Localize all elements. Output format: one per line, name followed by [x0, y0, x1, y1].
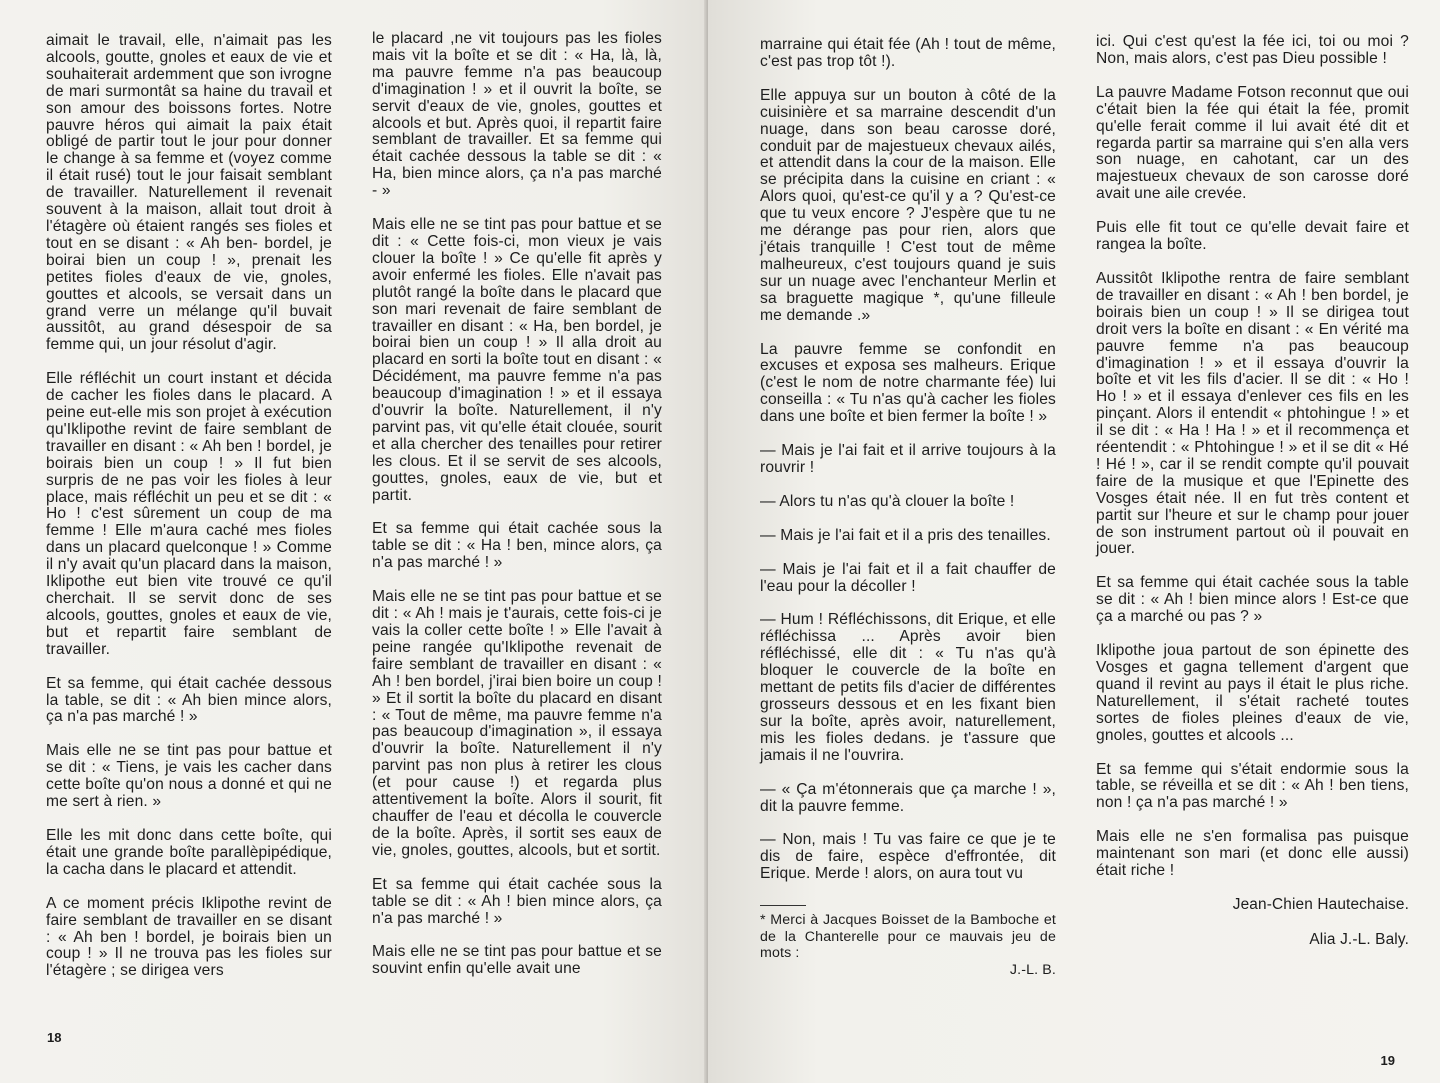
paragraph: Et sa femme qui était cachée sous la table se dit : « Ha ! ben, mince alors, ça n'a pas marché ! » — [372, 520, 662, 572]
footnote-rule — [760, 905, 806, 906]
paragraph: le placard ,ne vit toujours pas les fioles mais vit la boîte et se dit : « Ha, là, là, ma pauvre femme n'a pas beaucoup d'imagination ! » et il ouvrit la boîte, se servit d'eaux de vie, gnoles, gouttes et alcools et but. Après quoi, il repartit faire semblant de travailler. Et sa femme qui était cachée dessous la table se dit : « Ha, bien mince alors, ça n'a pas marché - » — [372, 30, 662, 200]
paragraph: A ce moment précis Iklipothe revint de faire semblant de travailler en se disant : « Ah ben ! bordel, je boirais bien un coup ! » Il ne trouva pas les fioles sur l'étagère ; se dirigea vers — [46, 894, 332, 980]
paragraph: ici. Qui c'est qu'est la fée ici, toi ou moi ? Non, mais alors, c'est pas Dieu possible ! — [1096, 33, 1409, 67]
left-page — [0, 0, 708, 1083]
paragraph: Et sa femme qui était cachée sous la table se dit : « Ah ! bien mince alors, ça n'a pas marché ! » — [372, 875, 662, 927]
paragraph: Mais elle ne se tint pas pour battue et se dit : « Ah ! mais je t'aurais, cette fois-ci je vais la coller cette boîte ! » Elle l'avait à peine rangée qu'Iklipothe revenait de faire semblant de travailler en disant : « Ah ! ben bordel, j'irai bien boire un coup ! » Et il sortit la boîte du placard en disant : « Tout de même, ma pauvre femme n'a pas beaucoup d'imagination », il essaya d'ouvrir la boîte. Naturellement il n'y parvint pas non plus à retirer les clous (et pour cause !) et regarda plus attentivement la boîte. Alors il sourit, fit chauffer de l'eau et décolla le couvercle de la boîte. Après, il sortit ses eaux de vie, gnoles, gouttes, alcools, but et sortit. — [372, 588, 662, 859]
paragraph: Mais elle ne s'en formalisa pas puisque maintenant son mari (et donc elle aussi) était riche ! — [1096, 828, 1409, 880]
paragraph: Iklipothe joua partout de son épinette des Vosges et gagna tellement d'argent que quand il revint au pays il était le plus riche. Naturellement, il s'était racheté toutes sortes de fioles pleines d'eaux de vie, gnoles, gouttes et alcools ... — [1096, 642, 1409, 744]
footnote-text — [760, 912, 1056, 978]
column-3 — [760, 37, 1056, 978]
paragraph: La pauvre Madame Fotson reconnut que oui c'était bien la fée qui était la fée, promit qu'elle ferait comme il lui avait été dit et regarda partir sa marraine qui s'en alla vers son nuage, en cahotant, car un des majestueux chevaux de son carosse doré avait une aile crevée. — [1096, 83, 1409, 203]
footnote — [760, 905, 1056, 978]
paragraph: Puis elle fit tout ce qu'elle devait faire et rangea la boîte. — [1096, 219, 1409, 254]
paragraph: Elle réfléchit un court instant et décida de cacher les fioles dans le placard. A peine eut-elle mis son projet à exécution qu'Iklipothe revint de faire semblant de travailler en disant : « Ah ben ! bordel, je boirais bien un coup ! » Il fut bien surpris de ne pas voir les fioles à leur place, mais réfléchit un peu et se dit : « Ho ! c'est sûrement un coup de ma femme ! Elle m'aura caché mes fioles dans un placard quelconque ! » Comme il n'y avait qu'un placard dans la maison, Iklipothe eut bien vite trouvé ce qu'il cherchait. Il se servit donc de ses alcools, gouttes, gnoles et eaux de vie, but et repartit faire semblant de travailler. — [46, 370, 332, 658]
paragraph: — Hum ! Réfléchissons, dit Erique, et elle réfléchissa ... Après avoir bien réfléchissé, elle dit : « Tu n'as qu'à bloquer le couvercle de la boîte en mettant de petits fils d'acier de différentes grosseurs dessous et en les fixant bien sur la boîte, après avoir, naturellement, mis les fioles dedans. je t'assure que jamais il ne l'ouvrira. — [760, 611, 1056, 764]
paragraph: — « Ça m'étonnerais que ça marche ! », dit la pauvre femme. — [760, 780, 1056, 815]
author-alias: Alia J.-L. Baly. — [1309, 930, 1409, 948]
paragraph: Aussitôt Iklipothe rentra de faire semblant de travailler en disant : « Ah ! ben bordel, je boirais bien un coup ! » Il se dirigea tout droit vers la boîte en disant : « En vérité ma pauvre femme n'a pas beaucoup d'imagination ! » et il essaya d'ouvrir la boîte et vit les fils d'acier. Il se dit : « Ho ! Ho ! » et il essaya d'enlever ces fils en les pinçant. Alors il entendit « phtohingue ! » et il se dit : « Ha ! Ha ! » et il recommença et réentendit : « Phtohingue ! » et il se dit « Hé ! Hé ! », car il se rendit compte qu'il pouvait faire de la musique et que l'Epinette des Vosges était née. Il en fut très content et partit sur l'heure et sur le champ pour jouer de son instrument partout où il pouvait en jouer. — [1096, 269, 1409, 558]
footnote-initials: J.-L. B. — [1009, 961, 1056, 978]
paragraph: Et sa femme, qui était cachée dessous la table, se dit : « Ah bien mince alors, ça n'a pas marché ! » — [46, 674, 332, 726]
author-signature — [1096, 897, 1409, 949]
column-2 — [372, 31, 662, 995]
page-number-left: 18 — [47, 1030, 62, 1045]
paragraph: La pauvre femme se confondit en excuses et exposa ses malheurs. Erique (c'est le nom de notre charmante fée) lui conseilla : « Tu n'as qu'à cacher les fioles dans une boîte et bien fermer la boîte ! » — [760, 340, 1056, 426]
footnote-body: * Merci à Jacques Boisset de la Bamboche et de la Chanterelle pour ce mauvais jeu de mots : — [760, 912, 1056, 962]
paragraph: Mais elle ne se tint pas pour battue et se dit : « Cette fois-ci, mon vieux je vais clouer la boîte ! » Ce qu'elle fit après y avoir enfermé les fioles. Elle n'avait pas plutôt rangé la boîte dans le placard que son mari revenait de faire semblant de travailler en disant : « Ha, ben bordel, je boirai bien un coup ! » Il alla droit au placard en sorti la boîte tout en disant : « Décidément, ma pauvre femme n'a pas beaucoup d'imagination ! » et il essaya d'ouvrir la boîte. Naturellement, il n'y parvint pas, vit qu'elle était clouée, sourit et alla chercher des tenailles pour retirer les clous. Et il se servit de ses alcools, gouttes, gnoles, eaux de vie, but et partit. — [372, 216, 662, 504]
paragraph: — Non, mais ! Tu vas faire ce que je te dis de faire, espèce d'effrontée, dit Erique. Merde ! alors, on aura tout vu — [760, 831, 1056, 883]
column-4 — [1096, 34, 1409, 967]
paragraph: — Alors tu n'as qu'à clouer la boîte ! — [760, 492, 1015, 510]
page-number-right: 19 — [1380, 1053, 1395, 1068]
paragraph: Mais elle ne se tint pas pour battue et se dit : « Tiens, je vais les cacher dans cette boîte qu'on nous a donné et qui ne me sert à rien. » — [46, 742, 332, 811]
paragraph: aimait le travail, elle, n'aimait pas les alcools, goutte, gnoles et eaux de vie et souhaiterait ardemment que son ivrogne de mari surmontât sa haine du travail et son amour des boissons fortes. Notre pauvre héros qui aimait la paix était obligé de partir tout le jour pour donner le change à sa femme et (voyez comme il était rusé) tout le jour faisait semblant de travailler. Naturellement il revenait souvent à la maison, allait tout droit à l'étagère où étaient rangés ses fioles et tout en se disant : « Ah ben- bordel, je boirai bien un coup ! », prenait les petites fioles d'eaux de vie, gnoles, gouttes et alcools, se versait dans un grand verre un mélange qu'il buvait aussitôt, au grand désespoir de sa femme qui, un jour résolut d'agir. — [46, 32, 332, 354]
paragraph: marraine qui était fée (Ah ! tout de même, c'est pas trop tôt !). — [760, 36, 1056, 70]
paragraph: Et sa femme qui s'était endormie sous la table, se réveilla et se dit : « Ah ! ben tiens, non ! ça n'a pas marché ! » — [1096, 760, 1409, 812]
paragraph: Et sa femme qui était cachée sous la table se dit : « Ah ! bien mince alors ! Est-ce que ça a marché ou pas ? » — [1096, 574, 1409, 626]
author-name: Jean-Chien Hautechaise. — [1232, 895, 1409, 913]
paragraph: — Mais je l'ai fait et il arrive toujours à la rouvrir ! — [760, 442, 1056, 476]
column-1 — [46, 33, 332, 997]
paragraph: — Mais je l'ai fait et il a fait chauffer de l'eau pour la décoller ! — [760, 560, 1056, 595]
paragraph: — Mais je l'ai fait et il a pris des tenailles. — [760, 526, 1051, 544]
paragraph: Elle appuya sur un bouton à côté de la cuisinière et sa marraine descendit d'un nuage, dans son beau carosse doré, conduit par de majestueux chevaux ailés, et attendit dans la cour de la maison. Elle se précipita dans la cuisine en criant : « Alors quoi, qu'est-ce qu'il y a ? Qu'est-ce que tu veux encore ? J'espère que tu ne me dérange pas pour rien, alors que j'étais tranquille ! C'est tout de même malheureux, c'est toujours quand je suis sur un nuage avec l'enchanteur Merlin et sa braguette magique *, qu'une filleule me demande .» — [760, 86, 1056, 324]
paragraph: Mais elle ne se tint pas pour battue et se souvint enfin qu'elle avait une — [372, 943, 662, 978]
paragraph: Elle les mit donc dans cette boîte, qui était une grande boîte parallèpipédique, la cacha dans le placard et attendit. — [46, 826, 332, 878]
right-page — [708, 0, 1440, 1083]
